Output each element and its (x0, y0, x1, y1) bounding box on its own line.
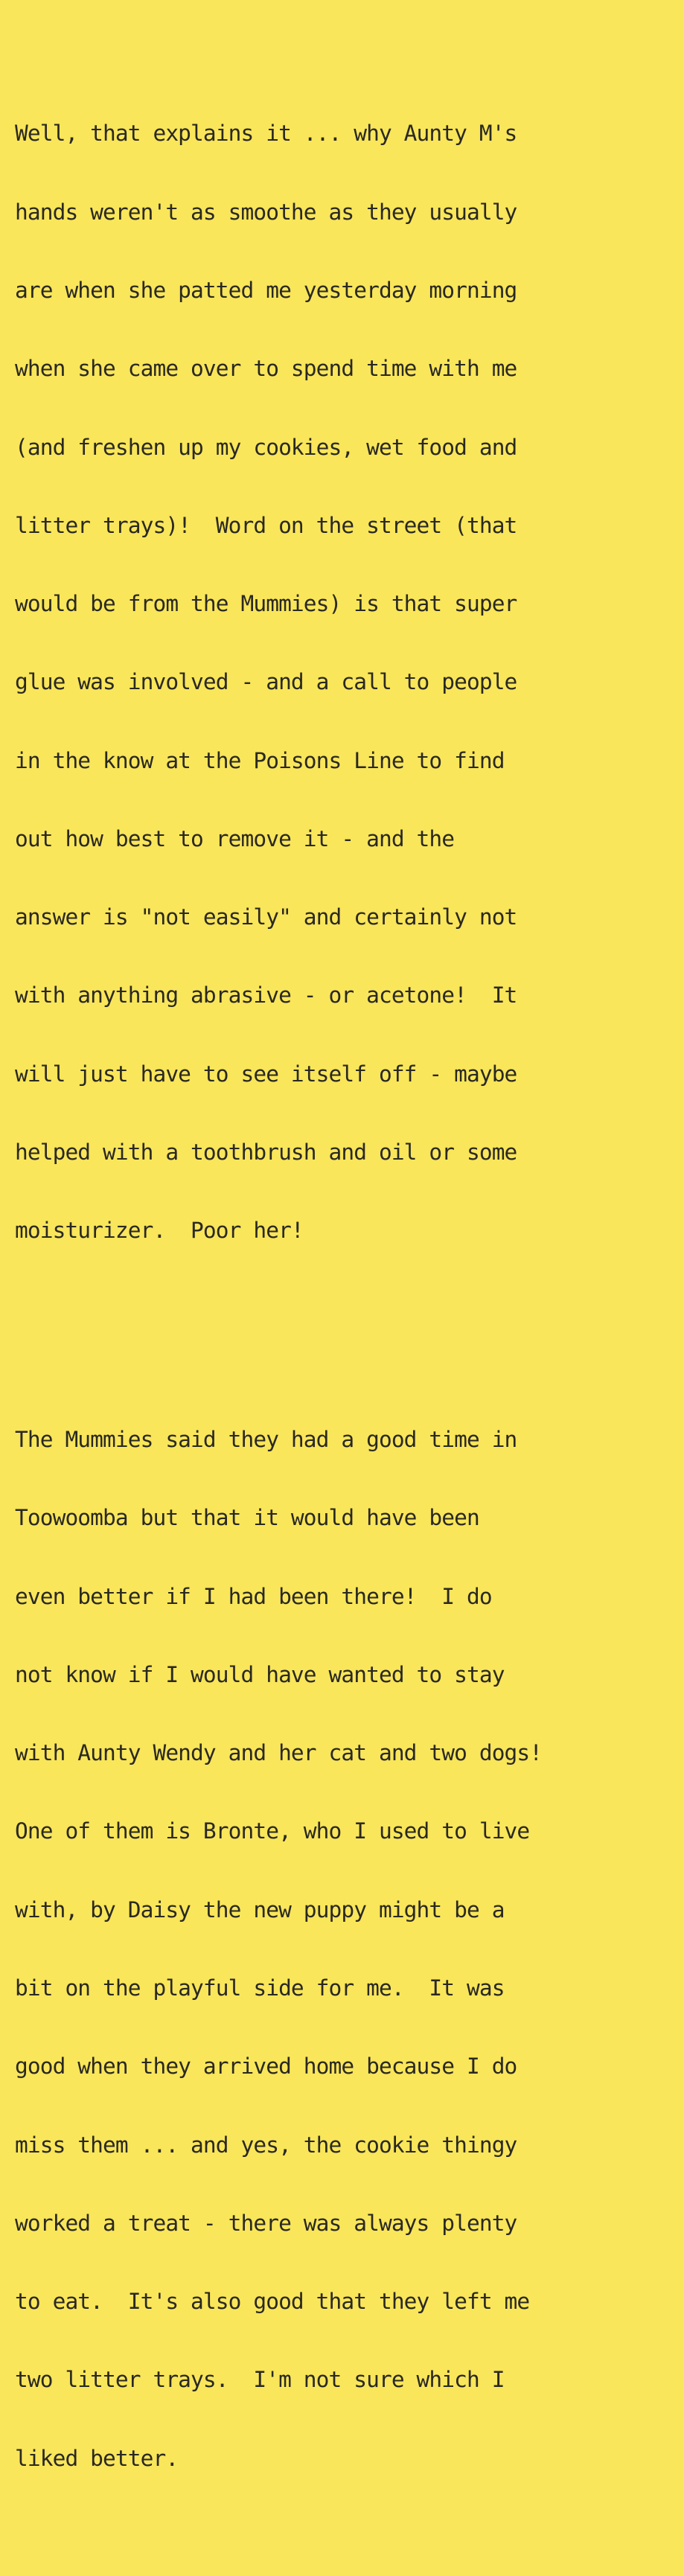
text-line: The Mummies said they had a good time in (15, 1427, 517, 1453)
text-line: when she came over to spend time with me (15, 356, 517, 382)
text-line: even better if I had been there! I do (15, 1583, 492, 1609)
text-line: litter trays)! Word on the street (that (15, 512, 517, 538)
text-line: with Aunty Wendy and her cat and two dogs! (15, 1740, 543, 1766)
text-line: to eat. It's also good that they left me (15, 2289, 530, 2315)
text-line: Well, that explains it ... why Aunty M's (15, 121, 517, 147)
text-line: not know if I would have wanted to stay (15, 1661, 505, 1687)
text-line: good when they arrived home because I do (15, 2054, 517, 2080)
text-line: bit on the playful side for me. It was (15, 1975, 505, 2001)
text-line: with, by Daisy the new puppy might be a (15, 1896, 505, 1923)
text-line: would be from the Mummies) is that super (15, 591, 517, 617)
text-line: helped with a toothbrush and oil or some (15, 1140, 517, 1166)
paragraph-1 (15, 68, 542, 1296)
text-line: hands weren't as smoothe as they usually (15, 199, 517, 225)
text-line: One of them is Bronte, who I used to live (15, 1818, 530, 1844)
paragraph-2 (15, 1375, 542, 2524)
text-line: glue was involved - and a call to people (15, 669, 517, 695)
text-line: miss them ... and yes, the cookie thingy (15, 2132, 517, 2158)
text-line: are when she patted me yesterday morning (15, 277, 517, 303)
text-line: will just have to see itself off - maybe (15, 1061, 517, 1087)
text-line: Toowoomba but that it would have been (15, 1505, 479, 1531)
text-line: moisturizer. Poor her! (15, 1218, 304, 1244)
text-line: (and freshen up my cookies, wet food and (15, 434, 517, 460)
text-line: in the know at the Poisons Line to find (15, 747, 505, 773)
text-line: worked a treat - there was always plenty (15, 2210, 517, 2236)
text-line: two litter trays. I'm not sure which I (15, 2367, 505, 2393)
text-line: out how best to remove it - and the (15, 825, 455, 851)
text-line: answer is "not easily" and certainly not (15, 904, 517, 930)
text-line: with anything abrasive - or acetone! It (15, 982, 517, 1009)
text-line: liked better. (15, 2445, 179, 2471)
typewritten-text (15, 16, 542, 2576)
